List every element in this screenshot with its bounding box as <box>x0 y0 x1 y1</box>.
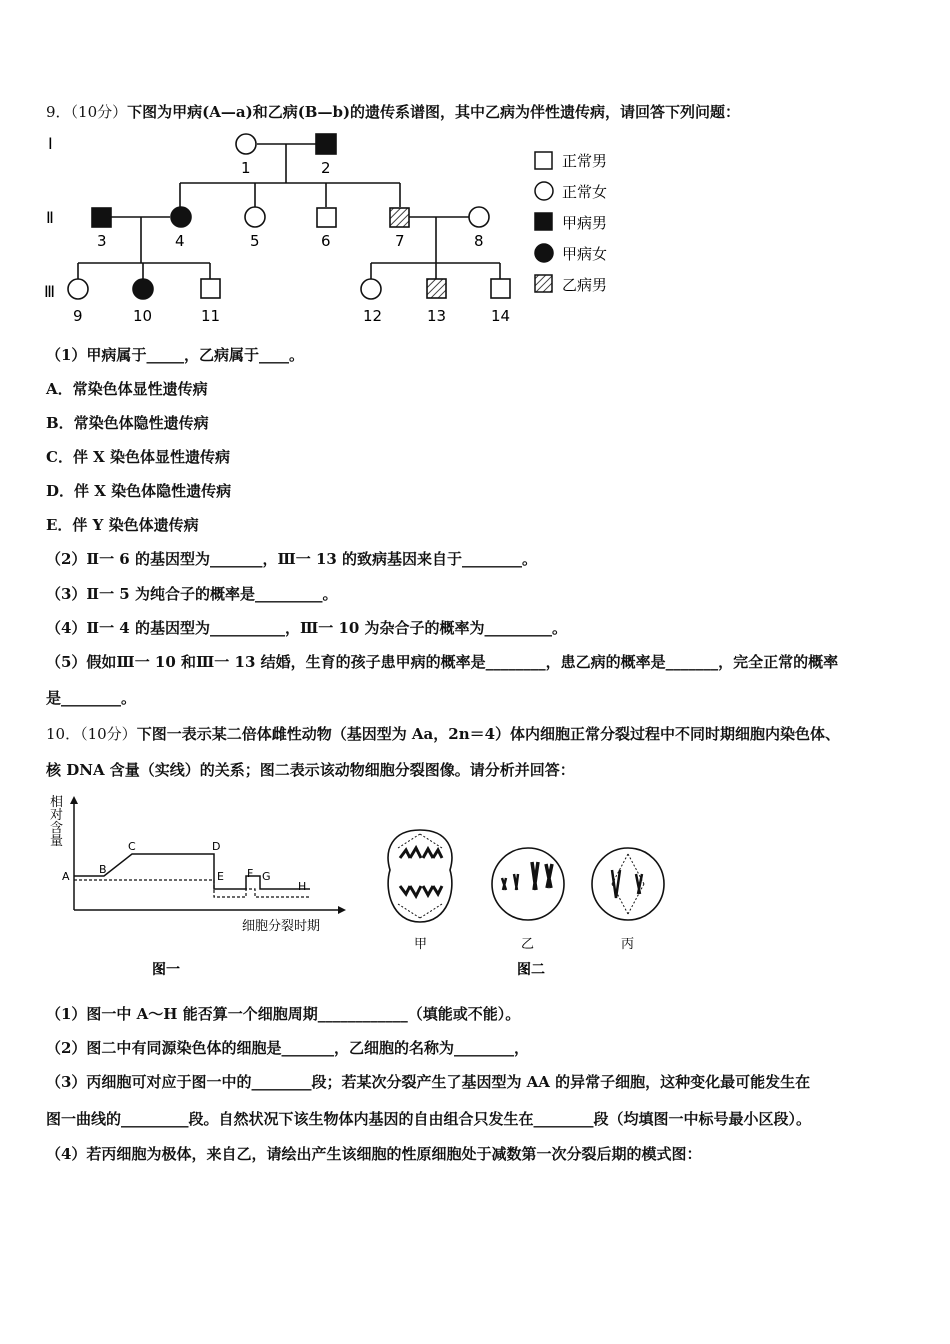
person-13 <box>427 279 446 298</box>
id-14: 14 <box>491 307 511 325</box>
legend-normal-female: 正常女 <box>562 183 608 201</box>
person-2 <box>316 134 336 154</box>
cell-jia-label: 甲 <box>414 937 428 952</box>
gen-label-1: Ⅰ <box>48 134 53 153</box>
q9-sub5-line2: 是________。 <box>46 689 137 707</box>
q9-option-d: D．伴 X 染色体隐性遗传病 <box>46 482 232 500</box>
q9-sub5-line1: （5）假如Ⅲ一 10 和Ⅲ一 13 结婚，生育的孩子患甲病的概率是________，患乙病的概率是_______，完全正常的概率 <box>46 653 839 671</box>
q9-sub1: （1）甲病属于_____，乙病属于____。 <box>46 346 304 364</box>
person-6 <box>317 208 336 227</box>
fig1-point-h: H <box>298 880 307 893</box>
q10-number: 10． <box>46 725 81 743</box>
person-14 <box>491 279 510 298</box>
cell-bing <box>592 848 664 920</box>
id-3: 3 <box>97 232 107 250</box>
legend-normal-male-symbol <box>535 152 552 169</box>
q9-stem <box>46 102 740 122</box>
legend-a-female: 甲病女 <box>562 245 608 263</box>
id-7: 7 <box>395 232 405 250</box>
q10-stem-line2: 核 DNA 含量（实线）的关系；图二表示该动物细胞分裂图像。请分析并回答： <box>46 761 575 779</box>
id-10: 10 <box>133 307 153 325</box>
fig1-ylabel-3: 含 <box>50 821 64 836</box>
fig1-point-f: F <box>247 867 254 880</box>
q9-stem-text: 下图为甲病(A—a)和乙病(B—b)的遗传系谱图，其中乙病为伴性遗传病，请回答下列问题： <box>127 103 741 121</box>
person-8 <box>469 207 489 227</box>
q9-score: （10分） <box>70 103 128 121</box>
fig1-ylabel-4: 量 <box>50 834 64 849</box>
fig1-ylabel-1: 相 <box>50 795 64 810</box>
fig1-point-c: C <box>128 840 136 853</box>
id-6: 6 <box>321 232 331 250</box>
fig1-point-e: E <box>217 870 224 883</box>
q10-sub3-line1: （3）丙细胞可对应于图一中的________段；若某次分裂产生了基因型为 AA 的异常子细胞，这种变化最可能发生在 <box>46 1073 811 1091</box>
cell-jia <box>388 830 452 922</box>
person-7 <box>390 208 409 227</box>
q9-option-a: A．常染色体显性遗传病 <box>46 380 208 398</box>
q10-stem-line1 <box>46 724 840 744</box>
id-2: 2 <box>321 159 331 177</box>
person-9 <box>68 279 88 299</box>
legend-normal-female-symbol <box>535 182 553 200</box>
q10-sub3-line2: 图一曲线的_________段。自然状况下该生物体内基因的自由组合只发生在________段（均填图一中标号最小区段）。 <box>46 1110 812 1128</box>
legend-b-male: 乙病男 <box>562 276 608 294</box>
person-3 <box>92 208 111 227</box>
person-4 <box>171 207 191 227</box>
legend-b-male-symbol <box>535 275 552 292</box>
fig1-point-a: A <box>62 870 70 883</box>
figure-1-chart <box>40 790 360 980</box>
cell-yi-label: 乙 <box>521 937 535 952</box>
person-11 <box>201 279 220 298</box>
id-11: 11 <box>201 307 221 325</box>
cell-bing-label: 丙 <box>621 937 635 952</box>
id-12: 12 <box>363 307 383 325</box>
legend-a-male-symbol <box>535 213 552 230</box>
legend-normal-male: 正常男 <box>562 152 608 170</box>
id-4: 4 <box>175 232 185 250</box>
gen-label-3: Ⅲ <box>44 282 56 301</box>
q10-stem-text-a: 下图一表示某二倍体雌性动物（基因型为 Aa，2n＝4）体内细胞正常分裂过程中不同时期细胞内染色体、 <box>136 725 841 743</box>
gen-label-2: Ⅱ <box>46 208 54 227</box>
q10-sub4: （4）若丙细胞为极体，来自乙，请绘出产生该细胞的性原细胞处于减数第一次分裂后期的模式图： <box>46 1145 702 1163</box>
id-1: 1 <box>241 159 251 177</box>
id-9: 9 <box>73 307 83 325</box>
q10-sub2: （2）图二中有同源染色体的细胞是_______，乙细胞的名称为________， <box>46 1039 529 1057</box>
id-5: 5 <box>250 232 260 250</box>
fig2-caption: 图二 <box>517 962 545 978</box>
fig1-caption: 图一 <box>152 962 180 978</box>
id-13: 13 <box>427 307 447 325</box>
fig1-xlabel: 细胞分裂时期 <box>242 919 321 934</box>
cell-yi <box>492 848 564 920</box>
fig1-point-d: D <box>212 840 221 853</box>
person-1 <box>236 134 256 154</box>
q10-sub1: （1）图一中 A～H 能否算一个细胞周期____________（填能或不能）。 <box>46 1005 521 1023</box>
fig1-point-g: G <box>262 870 271 883</box>
q9-sub3: （3）Ⅱ一 5 为纯合子的概率是_________。 <box>46 585 338 603</box>
legend-a-female-symbol <box>535 244 553 262</box>
q9-option-b: B．常染色体隐性遗传病 <box>46 414 209 432</box>
fig1-dna-curve <box>74 854 310 889</box>
figure-2-cells <box>380 820 680 985</box>
fig1-ylabel-2: 对 <box>50 808 64 823</box>
person-10 <box>133 279 153 299</box>
q9-option-e: E．伴 Y 染色体遗传病 <box>46 516 199 534</box>
person-12 <box>361 279 381 299</box>
q9-number: 9． <box>46 103 71 121</box>
q10-score: （10分） <box>80 725 137 743</box>
q9-sub2: （2）Ⅱ一 6 的基因型为_______，Ⅲ一 13 的致病基因来自于________。 <box>46 550 538 568</box>
person-5 <box>245 207 265 227</box>
legend-a-male: 甲病男 <box>562 214 608 232</box>
q9-option-c: C．伴 X 染色体显性遗传病 <box>46 448 231 466</box>
id-8: 8 <box>474 232 484 250</box>
fig1-point-b: B <box>99 863 107 876</box>
q9-sub4: （4）Ⅱ一 4 的基因型为__________，Ⅲ一 10 为杂合子的概率为_________。 <box>46 619 568 637</box>
pedigree-chart <box>40 125 640 335</box>
